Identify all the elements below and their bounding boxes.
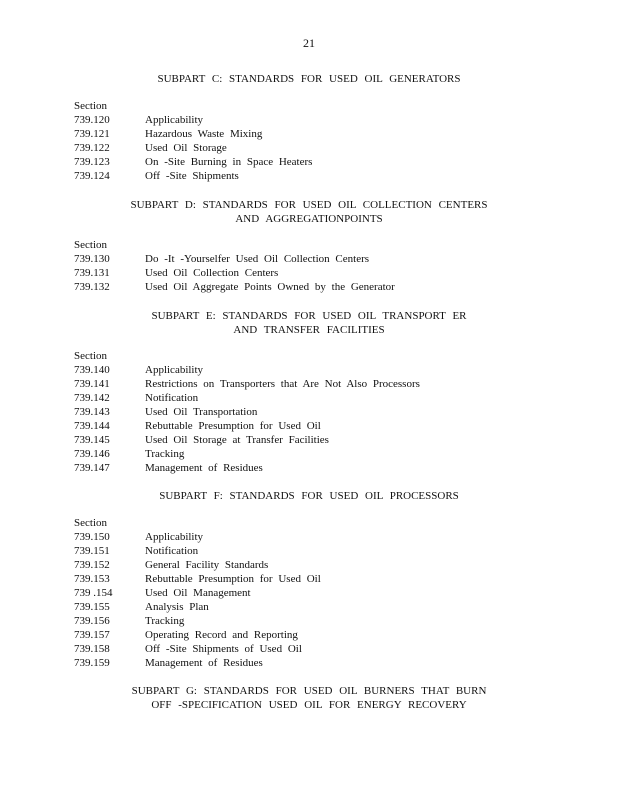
section-title: Restrictions on Transporters that Are Not Also Processors [145,378,420,390]
section-title: Tracking [145,448,185,460]
section-number: 739.130 [74,253,110,265]
section-number: 739.158 [74,643,110,655]
section-number: 739.159 [74,657,110,669]
section-title: Used Oil Storage at Transfer Facilities [145,434,329,446]
section-title: Applicability [145,531,204,543]
section-number: 739.146 [74,448,110,460]
section-title: Used Oil Management [145,587,251,599]
section-number: 739.121 [74,128,110,140]
subpart-heading: SUBPART C: STANDARDS FOR USED OIL GENERATORS [157,73,461,85]
section-number: 739.156 [74,615,110,627]
section-number: 739.155 [74,601,110,613]
section-number: 739.124 [74,170,110,182]
section-title: Tracking [145,615,185,627]
section-title: Applicability [145,364,204,376]
section-title: Do -It -Yourselfer Used Oil Collection Centers [145,253,370,265]
section-number: 739 .154 [74,587,113,599]
section-number: 739.140 [74,364,110,376]
section-title: Used Oil Storage [145,142,227,154]
section-number: 739.152 [74,559,110,571]
section-title: Off -Site Shipments of Used Oil [145,643,302,655]
section-title: Management of Residues [145,462,263,474]
section-title: General Facility Standards [145,559,269,571]
subpart-heading: SUBPART D: STANDARDS FOR USED OIL COLLECTION CENTERS [130,199,488,211]
section-title: Off -Site Shipments [145,170,239,182]
section-number: 739.141 [74,378,110,390]
section-number: 739.131 [74,267,110,279]
subpart-heading: SUBPART E: STANDARDS FOR USED OIL TRANSPORT ER [151,310,467,322]
section-title: Operating Record and Reporting [145,629,298,641]
section-title: Management of Residues [145,657,263,669]
section-label: Section [74,350,107,362]
section-number: 739.144 [74,420,110,432]
section-title: Notification [145,545,199,557]
section-number: 739.132 [74,281,110,293]
subpart-heading: AND TRANSFER FACILITIES [233,324,385,336]
section-number: 739.142 [74,392,110,404]
section-number: 739.120 [74,114,110,126]
section-number: 739.147 [74,462,110,474]
section-number: 739.150 [74,531,110,543]
section-title: Analysis Plan [145,601,209,613]
section-number: 739.145 [74,434,110,446]
subpart-heading: SUBPART F: STANDARDS FOR USED OIL PROCESSORS [159,490,459,502]
section-title: Notification [145,392,199,404]
section-number: 739.123 [74,156,110,168]
section-number: 739.157 [74,629,110,641]
section-number: 739.122 [74,142,110,154]
section-title: Used Oil Aggregate Points Owned by the Generator [145,281,395,293]
section-label: Section [74,239,107,251]
section-title: Used Oil Collection Centers [145,267,279,279]
section-label: Section [74,517,107,529]
section-title: Hazardous Waste Mixing [145,128,263,140]
section-title: Applicability [145,114,204,126]
section-number: 739.153 [74,573,110,585]
section-number: 739.151 [74,545,110,557]
subpart-heading: OFF -SPECIFICATION USED OIL FOR ENERGY RECOVERY [151,699,467,711]
section-label: Section [74,100,107,112]
section-title: Rebuttable Presumption for Used Oil [145,573,321,585]
subpart-heading: SUBPART G: STANDARDS FOR USED OIL BURNERS THAT BURN [131,685,487,697]
subpart-heading: AND AGGREGATIONPOINTS [235,213,383,225]
section-title: Used Oil Transportation [145,406,258,418]
section-title: Rebuttable Presumption for Used Oil [145,420,321,432]
section-number: 739.143 [74,406,110,418]
section-title: On -Site Burning in Space Heaters [145,156,313,168]
page-number: 21 [303,36,315,50]
